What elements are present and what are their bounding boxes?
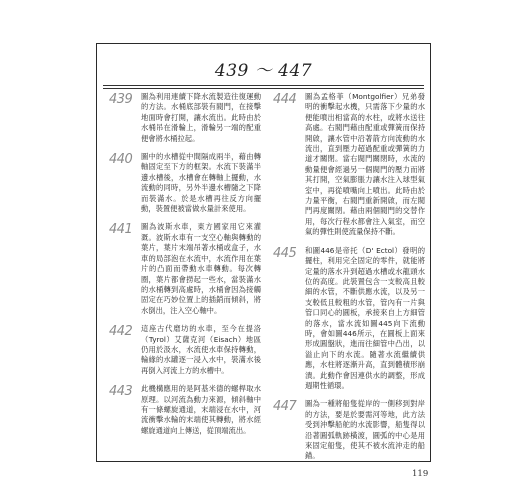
entry-number: 440 bbox=[109, 152, 133, 168]
entry-text: 此機構應用的是阿基米德的螺桿取水原理。以河流為動力來源，傾斜軸中有一條螺旋通道，末端浸在水中，河流衝擊水輪的末端使其轉動，將水經螺旋通道向上傳送，從頂端流出。 bbox=[141, 384, 261, 435]
page-title: 439 ～ 447 bbox=[214, 61, 313, 81]
entry-text: 圖中的水槽從中間隔成兩半，藉由轉軸固定至下方的框架。水流下裝滿半邊水槽後，水槽會在轉軸上擺動，水流動的同時，另外半邊水槽隨之下降而裝滿水。於是水槽再往反方向擺動，裝置便被當做水量計來使用。 bbox=[141, 152, 261, 214]
entry-number: 442 bbox=[109, 324, 133, 340]
title-rule-top bbox=[103, 85, 424, 86]
entry-text: 圖為孟格菲（Montgolfier）兄弟發明的衝擊起水機，只需落下少量的水便能噴出相當高的水柱，或將水送往高處。右閥門藉由配重或彈簧而保持開啟，讓水管中沿著箭方向流動的水流出，直到壓力超過配重或彈簧的力道才關閉。當右閥門關閉時，水流的動量便會經過另一個閥門的壓力而將其打開，空氣膨脹力讓水注入球型氣室中，再從噴嘴向上噴出。此時由於力量平衡，右閥門重新開啟，而左閥門再度關閉。藉由兩個閥門的交替作用，每次行程水都會注入氣室，而空氣的彈性則使流量保持不斷。 bbox=[305, 92, 425, 237]
entry-444 bbox=[273, 92, 425, 238]
entry-number: 445 bbox=[273, 245, 297, 261]
entry-number: 439 bbox=[109, 92, 133, 107]
entry-number: 447 bbox=[273, 399, 297, 415]
entry-439 bbox=[109, 92, 261, 144]
entry-text: 圖為波斯水車，東方國家用它來灌溉。波斯水車有一支空心軸與轉動的葉片，葉片末端吊著水桶或盒子，水車的局部泡在水流中，水流作用在葉片的凸面而帶動水車轉動。每次轉圈，葉片都會撈起一些水，當裝滿水的水桶轉到高處時，水桶會因為接觸固定在巧妙位置上的插銷而傾斜，將水倒出，注入空心軸中。 bbox=[141, 222, 261, 315]
entry-442 bbox=[109, 324, 261, 376]
entry-text: 圖為一種將船隻從岸的一側移到對岸的方法，要是於要需河等地，此方法受到沖擊船舵的水流影響，船隻得以沿著圓弧軌跡橫渡，圓弧的中心是用來固定船隻，使其不被水流沖走的船錨。 bbox=[305, 399, 425, 461]
entry-number: 443 bbox=[109, 384, 133, 400]
entry-text: 這座古代磨坊的水車，至今在提洛（Tyrol）艾薩克河（Eisach）地區仍用於汲水，水流使水車保持轉動，輪緣的水罐逐一浸入水中，裝滿水後再倒入河流上方的水槽中。 bbox=[141, 324, 261, 375]
entry-text: 圖為利用連續下降水流製造往復運動的方法。水桶底部裝有閥門，在接擊地面時會打開，讓水流出。此時由於水桶吊在滑輪上，滑輪另一端的配重便會將水桶拉起。 bbox=[141, 92, 261, 143]
entry-443 bbox=[109, 384, 261, 436]
entry-text: 和圖446是帝托（D' Ectol）發明的擺柱，利用完全固定的零件，就能將定量的落水升到超過水槽或水龍頭水位的高度。此裝置包含一支較高且較細的水管，不斷供應水流，以及另一支較低且較粗的水管，管內有一片與管口同心的圓板，承接來自上方細管的落水，當水流如圖445向下流動時，會如圖446所示，在圓板上面來形成圓盤狀，進而往細管中凸出，以溢止向下的水流。隨著水流繼續供應，水柱將逐漸升高，直到體積形崩潰。此動作會因連供水的調整，形成週期性循環。 bbox=[305, 245, 425, 390]
title-rule-bottom bbox=[103, 88, 424, 89]
entry-number: 444 bbox=[273, 92, 297, 107]
right-column bbox=[273, 92, 425, 462]
entry-445 bbox=[273, 246, 425, 392]
entry-441 bbox=[109, 222, 261, 316]
content-frame bbox=[96, 43, 431, 462]
left-column bbox=[109, 92, 261, 444]
entry-447 bbox=[273, 399, 425, 461]
page-number: 119 bbox=[412, 469, 429, 479]
entry-number: 441 bbox=[109, 222, 133, 238]
entry-440 bbox=[109, 152, 261, 214]
